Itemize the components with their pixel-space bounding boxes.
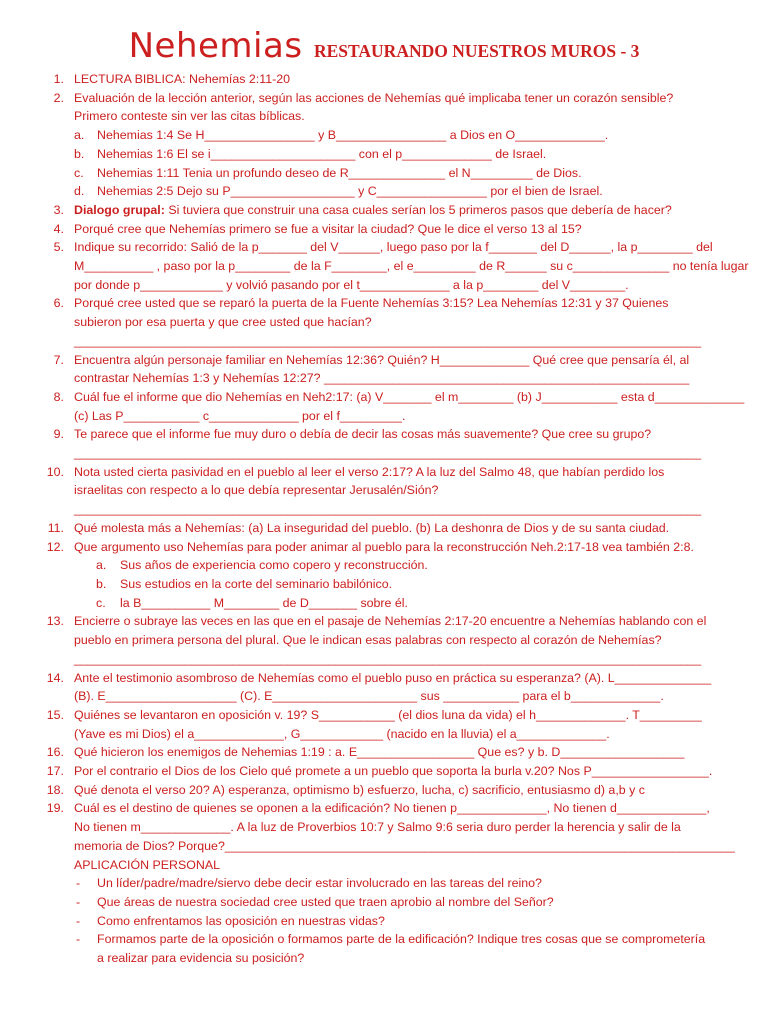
list-item-continuation <box>0 444 768 463</box>
list-item-continuation <box>0 500 768 519</box>
item-number: 7. <box>53 352 64 367</box>
item-text: israelitas con respecto a lo que debía representar Jerusalén/Sión? <box>74 483 439 498</box>
item-text: Te parece que el informe fue muy duro o debía de decir las cosas más suavemente? Que cree su grupo? <box>74 427 652 442</box>
item-text <box>74 203 672 217</box>
item-text: Formamos parte de la oposición o formamos parte de la edificación? Indique tres cosas que se comprometería <box>97 932 706 947</box>
item-text: (Yave es mi Dios) el a_____________, G____________ (nacido en la lluvia) el a_____________. <box>74 726 610 741</box>
item-text: Nehemias 1:4 Se H________________ y B________________ a Dios en O_____________. <box>97 128 609 143</box>
item-text: a realizar para evidencia su posición? <box>97 951 305 966</box>
list-item <box>0 912 768 931</box>
list-item-continuation <box>0 837 768 856</box>
list-item-continuation <box>0 687 768 706</box>
list-item <box>0 425 768 444</box>
item-number: d. <box>74 184 85 199</box>
item-text: Qué molesta más a Nehemías: (a) La inseguridad del pueblo. (b) La deshonra de Dios y de su santa ciudad. <box>74 520 670 535</box>
item-text: la B__________ M________ de D_______ sobre él. <box>120 595 408 610</box>
list-item <box>0 669 768 688</box>
list-item <box>0 575 768 594</box>
item-text: Como enfrentamos las oposición en nuestras vidas? <box>97 913 385 928</box>
item-text: No tienen m_____________. A la luz de Proverbios 10:7 y Salmo 9:6 seria duro perder la herencia y salir de la <box>74 820 681 835</box>
list-item <box>0 388 768 407</box>
list-item-continuation <box>0 107 768 126</box>
list-item-continuation <box>0 369 768 388</box>
list-item-continuation <box>0 332 768 351</box>
item-text: Que argumento uso Nehemías para poder animar al pueblo para la reconstrucción Neh.2:17-18 vea también 2:8. <box>74 539 694 554</box>
list-item <box>0 126 768 145</box>
item-number: 4. <box>53 221 64 236</box>
item-text: ___________________________________________________________________________________________ <box>74 446 702 461</box>
list-item-continuation <box>0 818 768 837</box>
list-item-continuation <box>0 407 768 426</box>
item-text: Porqué cree usted que se reparó la puerta de la Fuente Nehemías 3:15? Lea Nehemías 12:31 y 37 Quienes <box>74 296 669 311</box>
item-number: b. <box>96 576 107 591</box>
item-number: 11. <box>47 520 64 535</box>
list-item <box>0 182 768 201</box>
list-item-continuation <box>0 650 768 669</box>
list-item <box>0 238 768 257</box>
item-text: Nota usted cierta pasividad en el pueblo al leer el verso 2:17? A la luz del Salmo 48, que habían perdido los <box>74 464 665 479</box>
item-text: Qué hicieron los enemigos de Nehemias 1:19 : a. E_________________ Que es? y b. D__________________ <box>74 745 685 760</box>
item-text: Evaluación de la lección anterior, según las acciones de Nehemías qué implicaba tener un corazón sensible? <box>74 90 674 105</box>
item-number: a. <box>96 558 107 573</box>
list-item-continuation <box>0 949 768 968</box>
item-number: 9. <box>53 427 64 442</box>
list-item-continuation <box>0 631 768 650</box>
item-text: memoria de Dios? Porque?__________________________________________________________________________ <box>74 838 735 853</box>
title-subtitle: RESTAURANDO NUESTROS MUROS - 3 <box>313 41 640 61</box>
list-item <box>0 930 768 949</box>
item-text: Cuál fue el informe que dio Nehemías en Neh2:17: (a) V_______ el m________ (b) J___________ esta d_____________ <box>74 389 745 404</box>
list-item <box>0 519 768 538</box>
list-item <box>0 874 768 893</box>
item-number: 2. <box>53 90 64 105</box>
item-text: pueblo en primera persona del plural. Que le indican esas palabras con respecto al corazón de Nehemías? <box>74 633 662 648</box>
list-item <box>0 201 768 220</box>
item-number: 15. <box>46 707 64 722</box>
page-title <box>0 0 768 70</box>
item-number: 3. <box>53 202 64 217</box>
list-item-continuation <box>0 276 768 295</box>
item-number: 10. <box>46 464 64 479</box>
bullet-marker: - <box>76 876 81 891</box>
item-text: Sus años de experiencia como copero y reconstrucción. <box>120 558 428 573</box>
item-text: Sus estudios en la corte del seminario babilónico. <box>120 576 393 591</box>
list-item <box>0 220 768 239</box>
item-number: 19. <box>46 801 64 816</box>
list-item <box>0 762 768 781</box>
item-text: subieron por esa puerta y que cree usted que hacían? <box>74 315 372 330</box>
bold-label: Dialogo grupal: <box>74 202 165 217</box>
list-item <box>0 463 768 482</box>
question-list <box>0 70 768 968</box>
item-text: Que áreas de nuestra sociedad cree usted que traen aprobio al nombre del Señor? <box>97 894 554 909</box>
item-number: 17. <box>46 764 64 779</box>
item-number: 18. <box>46 782 64 797</box>
item-text: ___________________________________________________________________________________________ <box>74 333 702 348</box>
item-text: Encierre o subraye las veces en las que en el pasaje de Nehemías 2:17-20 encuentre a Nehemías hablando con el <box>74 614 707 629</box>
list-item <box>0 294 768 313</box>
list-item-continuation <box>0 313 768 332</box>
item-text: contrastar Nehemías 1:3 y Nehemías 12:27? _____________________________________________________ <box>74 371 690 386</box>
item-number: 6. <box>53 296 64 311</box>
list-item <box>0 799 768 818</box>
item-text: Primero conteste sin ver las citas bíblicas. <box>74 109 305 124</box>
item-text: LECTURA BIBLICA: Nehemías 2:11-20 <box>74 72 291 86</box>
list-item <box>0 893 768 912</box>
item-text: Quiénes se levantaron en oposición v. 19? S___________ (el dios luna da vida) el h_____________. T_________ <box>74 707 702 722</box>
item-number: c. <box>74 165 84 180</box>
item-text: ___________________________________________________________________________________________ <box>74 651 702 666</box>
list-item <box>0 145 768 164</box>
item-number: b. <box>74 146 85 161</box>
item-text: (B). E___________________ (C). E_____________________ sus ___________ para el b_____________. <box>74 689 664 704</box>
list-item-continuation <box>0 481 768 500</box>
item-text-rest: Si tuviera que construir una casa cuales serían los 5 primeros pasos que debería de hacer? <box>164 202 672 217</box>
item-text: APLICACIÓN PERSONAL <box>74 857 220 872</box>
item-text: ___________________________________________________________________________________________ <box>74 502 702 517</box>
item-text: Indique su recorrido: Salió de la p_______ del V______, luego paso por la f_______ del D______, la p________ del <box>74 240 713 255</box>
item-text: Nehemias 1:6 El se i_____________________ con el p_____________ de Israel. <box>97 146 547 161</box>
item-number: 1. <box>53 72 64 86</box>
list-item <box>0 556 768 575</box>
item-text: Un líder/padre/madre/siervo debe decir estar involucrado en las tareas del reino? <box>97 876 542 891</box>
list-item <box>0 594 768 613</box>
list-item-continuation <box>0 257 768 276</box>
item-number: c. <box>96 595 106 610</box>
list-item <box>0 538 768 557</box>
item-text: por donde p____________ y volvió pasando por el t_____________ a la p________ del V________. <box>74 277 629 292</box>
item-number: 14. <box>46 670 64 685</box>
item-text: Encuentra algún personaje familiar en Nehemías 12:36? Quién? H_____________ Qué cree que pensaría él, al <box>74 352 690 367</box>
item-number: a. <box>74 128 85 143</box>
list-item <box>0 706 768 725</box>
item-number: 13. <box>46 614 64 629</box>
item-text: Ante el testimonio asombroso de Nehemías como el pueblo puso en práctica su esperanza? (A). L______________ <box>74 670 712 685</box>
list-item <box>0 89 768 108</box>
item-number: 5. <box>53 240 64 255</box>
list-item <box>0 351 768 370</box>
bullet-marker: - <box>76 913 81 928</box>
item-text: (c) Las P___________ c_____________ por el f_________. <box>74 408 406 423</box>
title-main: Nehemias <box>128 26 303 66</box>
list-item <box>0 70 768 89</box>
item-text: Por el contrario el Dios de los Cielo qué promete a un pueblo que soporta la burla v.20? Nos P_________________. <box>74 764 713 779</box>
list-item <box>0 612 768 631</box>
item-number: 12. <box>46 539 64 554</box>
bullet-marker: - <box>76 894 81 909</box>
item-text: Nehemias 2:5 Dejo su P__________________ y C________________ por el bien de Israel. <box>97 184 603 199</box>
bullet-marker: - <box>76 932 81 947</box>
item-text: Cuál es el destino de quienes se oponen a la edificación? No tienen p_____________, No tienen d_____________, <box>74 801 710 816</box>
item-text: Nehemias 1:11 Tenia un profundo deseo de R______________ el N_________ de Dios. <box>97 165 582 180</box>
item-text: Qué denota el verso 20? A) esperanza, optimismo b) esfuerzo, lucha, c) sacrificio, entusiasmo d) a,b y c <box>74 782 645 797</box>
list-item <box>0 164 768 183</box>
item-text: M__________ , paso por la p________ de la F________, el e_________ de R______ su c______________ no tenía lugar <box>74 259 749 274</box>
list-item <box>0 743 768 762</box>
item-number: 16. <box>46 745 64 760</box>
item-text: Porqué cree que Nehemías primero se fue a visitar la ciudad? Que le dice el verso 13 al 15? <box>74 221 582 236</box>
item-number: 8. <box>53 389 64 404</box>
section-heading <box>0 856 768 875</box>
list-item-continuation <box>0 725 768 744</box>
list-item <box>0 781 768 800</box>
